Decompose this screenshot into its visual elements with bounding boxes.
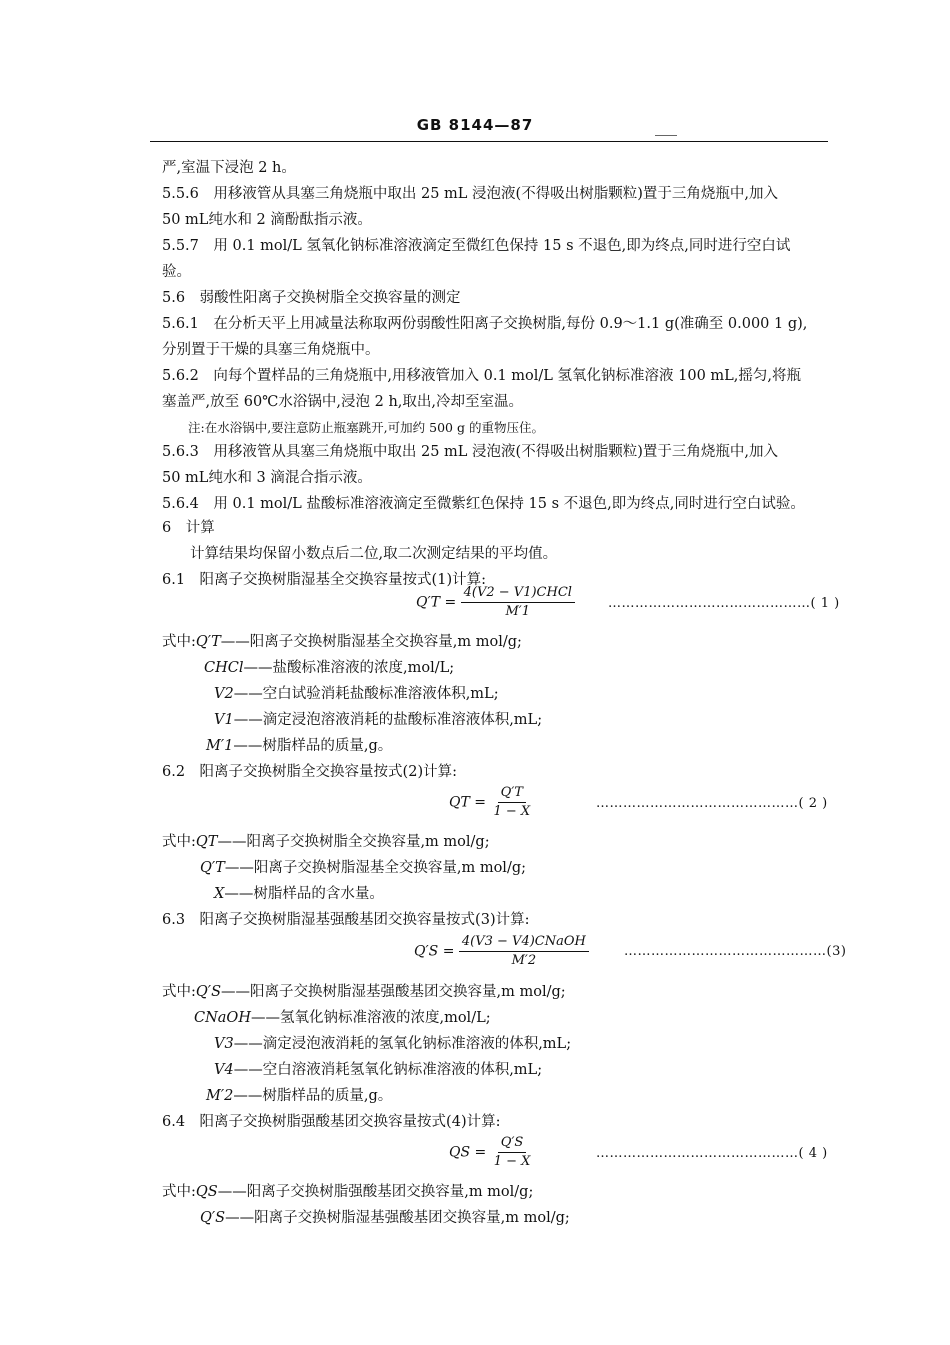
where-item: Q′S——阳离子交换树脂湿基强酸基团交换容量,m mol/g; — [200, 1210, 570, 1226]
denominator: 1 − X — [493, 804, 531, 819]
section-5-6-heading: 5.6 弱酸性阳离子交换树脂全交换容量的测定 — [162, 290, 461, 306]
equation-number: ………………………………………( 1 ) — [608, 596, 840, 611]
equation-number: ………………………………………( 2 ) — [596, 796, 828, 811]
clause-5-6-1: 5.6.1 在分析天平上用减量法称取两份弱酸性阳离子交换树脂,每份 0.9～1.1 g(准确至 0.000 1 g), — [162, 316, 808, 332]
clause-5-6-3: 5.6.3 用移液管从具塞三角烧瓶中取出 25 mL 浸泡液(不得吸出树脂颗粒)置于三角烧瓶中,加入 — [162, 444, 778, 460]
where-item: M′1——树脂样品的质量,g。 — [206, 738, 393, 754]
formula-lhs: QT = — [449, 794, 486, 811]
where-item: X——树脂样品的含水量。 — [214, 886, 384, 902]
numerator: Q′S — [498, 1135, 527, 1153]
formula-lhs: Q′T = — [416, 594, 457, 611]
clause-6-2: 6.2 阳离子交换树脂全交换容量按式(2)计算: — [162, 764, 457, 780]
denominator: M′1 — [505, 604, 531, 619]
where-item: 式中:QS——阳离子交换树脂强酸基团交换容量,m mol/g; — [162, 1184, 534, 1200]
clause-6-1: 6.1 阳离子交换树脂湿基全交换容量按式(1)计算: — [162, 572, 486, 588]
where-item: Q′T——阳离子交换树脂湿基全交换容量,m mol/g; — [200, 860, 526, 876]
where-item: 式中:Q′T——阳离子交换树脂湿基全交换容量,m mol/g; — [162, 634, 522, 650]
clause-6-3: 6.3 阳离子交换树脂湿基强酸基团交换容量按式(3)计算: — [162, 912, 530, 928]
equation-number: ………………………………………(3) — [624, 944, 847, 959]
numerator: Q′T — [498, 785, 526, 803]
text-line: 计算结果均保留小数点后二位,取二次测定结果的平均值。 — [190, 546, 558, 562]
fraction — [461, 585, 575, 620]
text-line: 50 mL纯水和 2 滴酚酞指示液。 — [162, 212, 372, 228]
formula-4 — [449, 1135, 533, 1170]
section-6-heading: 6 计算 — [162, 520, 215, 536]
formula-2 — [449, 785, 533, 820]
standard-code: GB 8144—87 — [416, 116, 534, 134]
denominator: M′2 — [511, 953, 537, 968]
formula-lhs: QS = — [449, 1144, 487, 1161]
fraction — [459, 934, 589, 969]
note: 注:在水浴锅中,要注意防止瓶塞跳开,可加约 500 g 的重物压住。 — [188, 420, 544, 435]
where-item: 式中:Q′S——阳离子交换树脂湿基强酸基团交换容量,m mol/g; — [162, 984, 566, 1000]
text-line: 塞盖严,放至 60℃水浴锅中,浸泡 2 h,取出,冷却至室温。 — [162, 394, 523, 410]
formula-1 — [416, 585, 575, 620]
clause-5-6-2: 5.6.2 向每个置样品的三角烧瓶中,用移液管加入 0.1 mol/L 氢氧化钠标准溶液 100 mL,摇匀,将瓶 — [162, 368, 802, 384]
text-line: 验。 — [162, 264, 191, 280]
text-line: 50 mL纯水和 3 滴混合指示液。 — [162, 470, 372, 486]
fraction — [491, 1135, 534, 1170]
text-line: 严,室温下浸泡 2 h。 — [162, 160, 296, 176]
formula-3 — [414, 934, 589, 969]
clause-5-6-4: 5.6.4 用 0.1 mol/L 盐酸标准溶液滴定至微紫红色保持 15 s 不退色,即为终点,同时进行空白试验。 — [162, 496, 805, 512]
scan-mark — [655, 135, 677, 136]
where-item: V1——滴定浸泡溶液消耗的盐酸标准溶液体积,mL; — [214, 712, 543, 728]
equation-number: ………………………………………( 4 ) — [596, 1146, 828, 1161]
clause-6-4: 6.4 阳离子交换树脂强酸基团交换容量按式(4)计算: — [162, 1114, 501, 1130]
where-item: V3——滴定浸泡液消耗的氢氧化钠标准溶液的体积,mL; — [214, 1036, 572, 1052]
where-item: CNaOH——氢氧化钠标准溶液的浓度,mol/L; — [194, 1010, 491, 1026]
formula-lhs: Q′S = — [414, 943, 455, 960]
text-line: 分别置于干燥的具塞三角烧瓶中。 — [162, 342, 380, 358]
denominator: 1 − X — [493, 1154, 531, 1169]
where-item: CHCl——盐酸标准溶液的浓度,mol/L; — [204, 660, 455, 676]
numerator: 4(V3 − V4)CNaOH — [459, 934, 589, 952]
where-item: V4——空白溶液消耗氢氧化钠标准溶液的体积,mL; — [214, 1062, 543, 1078]
where-item: 式中:QT——阳离子交换树脂全交换容量,m mol/g; — [162, 834, 490, 850]
clause-5-5-6: 5.5.6 用移液管从具塞三角烧瓶中取出 25 mL 浸泡液(不得吸出树脂颗粒)置于三角烧瓶中,加入 — [162, 186, 778, 202]
header-rule — [150, 141, 828, 142]
fraction — [490, 785, 533, 820]
numerator: 4(V2 − V1)CHCl — [461, 585, 575, 603]
where-item: M′2——树脂样品的质量,g。 — [206, 1088, 393, 1104]
where-item: V2——空白试验消耗盐酸标准溶液体积,mL; — [214, 686, 499, 702]
clause-5-5-7: 5.5.7 用 0.1 mol/L 氢氧化钠标准溶液滴定至微红色保持 15 s 不退色,即为终点,同时进行空白试 — [162, 238, 791, 254]
